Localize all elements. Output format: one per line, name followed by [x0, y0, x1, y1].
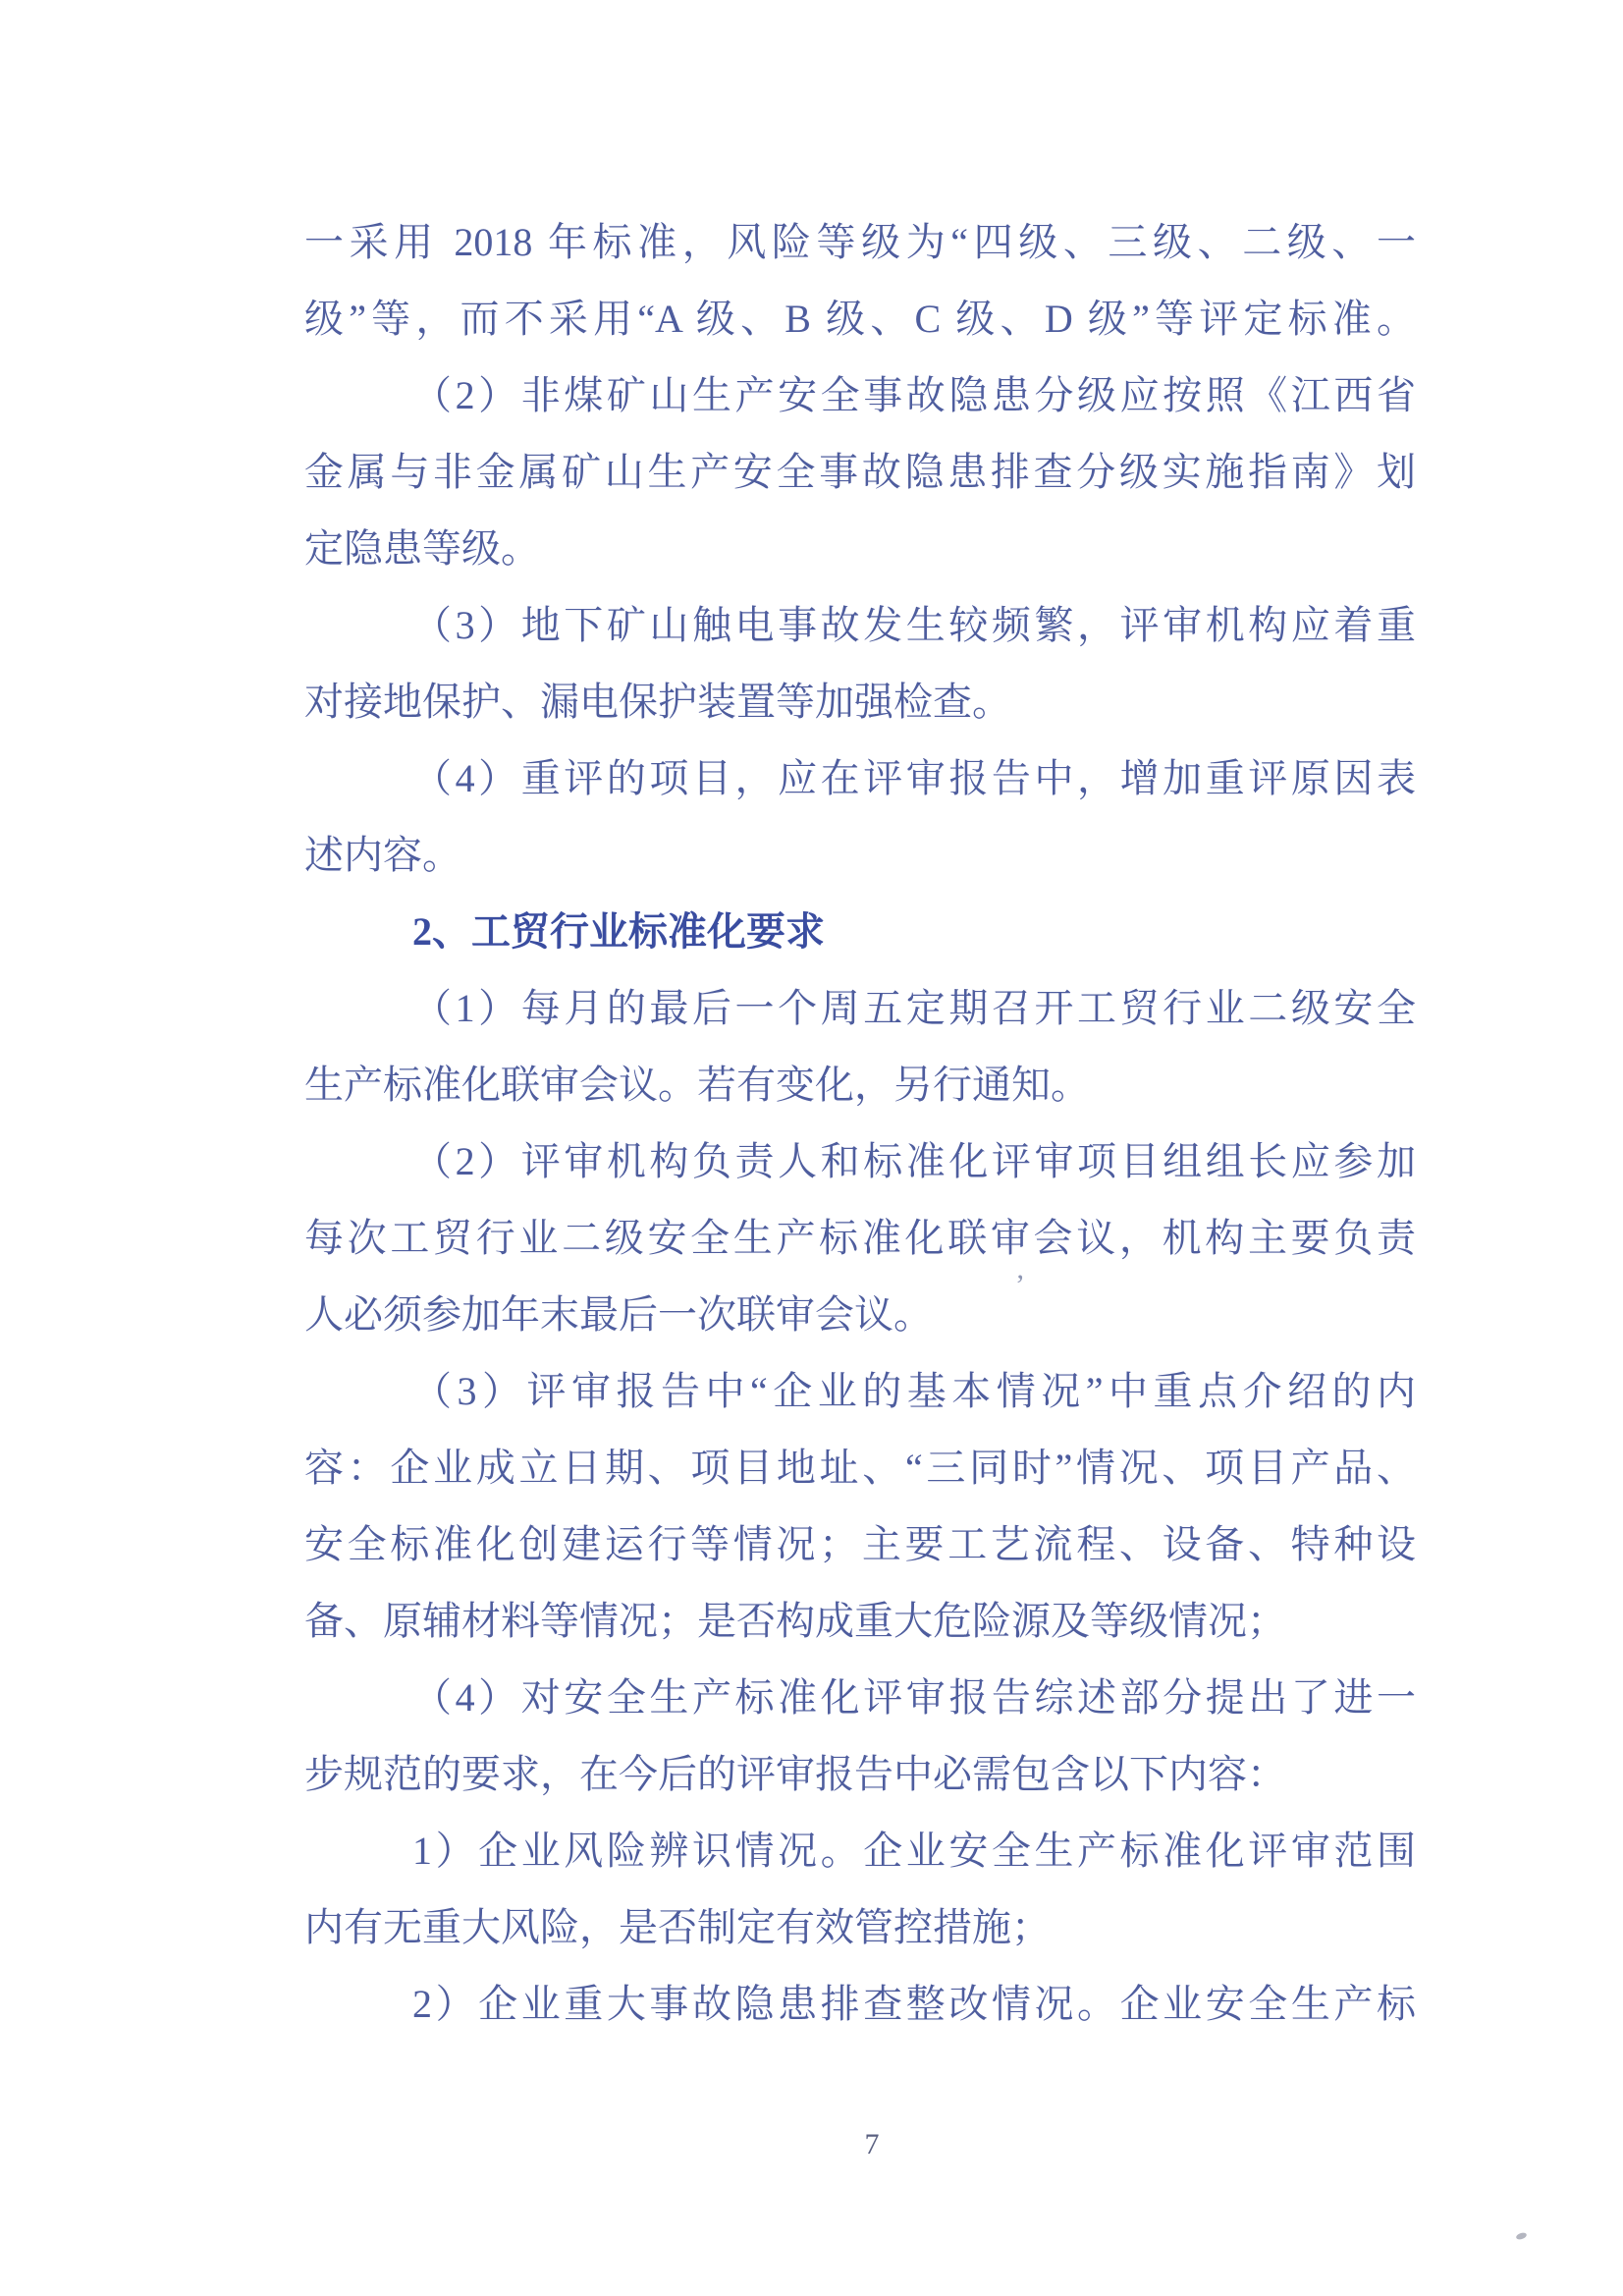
text-line: 金属与非金属矿山生产安全事故隐患排查分级实施指南》划: [304, 450, 1416, 494]
text-line: 级”等，而不采用“A 级、B 级、C 级、D 级”等评定标准。: [304, 297, 1416, 341]
text-line: （2）评审机构负责人和标准化评审项目组组长应参加: [412, 1139, 1416, 1183]
text-line: 1）企业风险辨识情况。企业安全生产标准化评审范围: [412, 1829, 1416, 1873]
text-line: 对接地保护、漏电保护装置等加强检查。: [304, 680, 1011, 724]
page-number: 7: [864, 2128, 880, 2160]
text-line: （4）重评的项目，应在评审报告中，增加重评原因表: [412, 756, 1416, 800]
paragraph: [304, 1353, 1416, 1660]
text-line: （3）评审报告中“企业的基本情况”中重点介绍的内: [412, 1369, 1416, 1413]
text-line: （3）地下矿山触电事故发生较频繁，评审机构应着重: [412, 603, 1416, 647]
text-line: 步规范的要求，在今后的评审报告中必需包含以下内容：: [304, 1752, 1286, 1796]
text-line: 生产标准化联审会议。若有变化，另行通知。: [304, 1063, 1090, 1107]
ink-speck: [1515, 2231, 1527, 2240]
text-line: （4）对安全生产标准化评审报告综述部分提出了进一: [412, 1675, 1416, 1720]
paragraph: [304, 740, 1416, 894]
section-heading: [304, 894, 1416, 970]
text-line: 定隐患等级。: [304, 526, 540, 571]
text-line: （1）每月的最后一个周五定期召开工贸行业二级安全: [412, 986, 1416, 1030]
text-line: （2）非煤矿山生产安全事故隐患分级应按照《江西省: [412, 373, 1416, 417]
text-line: 述内容。: [304, 833, 461, 877]
paragraph: [304, 1966, 1416, 2043]
stray-ink-mark: ’: [1015, 1269, 1025, 1301]
text-line: 每次工贸行业二级安全生产标准化联审会议，机构主要负责: [304, 1216, 1416, 1260]
text-line: 人必须参加年末最后一次联审会议。: [304, 1292, 933, 1337]
paragraph: [304, 357, 1416, 587]
paragraph: [304, 1123, 1416, 1353]
text-line: 2、工贸行业标准化要求: [412, 909, 825, 954]
paragraph: [304, 1813, 1416, 1966]
paragraph: [304, 587, 1416, 740]
paragraph: [304, 1660, 1416, 1813]
text-line: 2）企业重大事故隐患排查整改情况。企业安全生产标: [412, 1982, 1416, 2026]
paragraph: [304, 204, 1416, 357]
text-line: 备、原辅材料等情况；是否构成重大危险源及等级情况；: [304, 1599, 1286, 1643]
text-line: 容：企业成立日期、项目地址、“三同时”情况、项目产品、: [304, 1446, 1416, 1490]
text-line: 一采用 2018 年标准，风险等级为“四级、三级、二级、一: [304, 220, 1416, 264]
text-line: 安全标准化创建运行等情况；主要工艺流程、设备、特种设: [304, 1522, 1416, 1566]
document-text: [304, 204, 1416, 2043]
paragraph: [304, 970, 1416, 1123]
text-line: 内有无重大风险，是否制定有效管控措施；: [304, 1905, 1051, 1949]
